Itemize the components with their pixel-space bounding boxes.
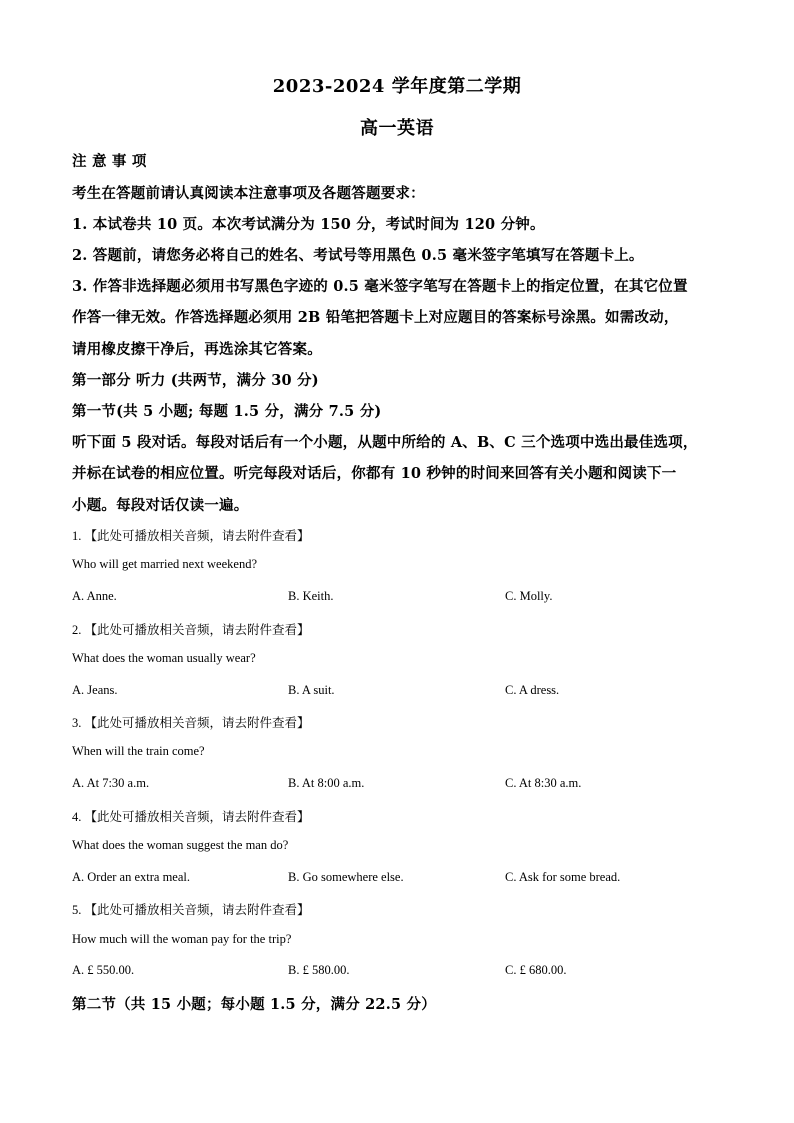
notice-intro: 考生在答题前请认真阅读本注意事项及各题答题要求： (72, 185, 425, 202)
exam-title: 2023-2024 学年度第二学期 (272, 76, 522, 97)
question-2-audio-link[interactable]: 2. 【此处可播放相关音频，请去附件查看】 (72, 623, 310, 637)
question-2-option-c: C. A dress. (505, 683, 560, 697)
question-2-text: What does the woman usually wear? (72, 651, 256, 665)
question-5-option-b: B. £ 580.00. (288, 963, 350, 977)
question-4-option-b: B. Go somewhere else. (288, 870, 404, 884)
question-4-text: What does the woman suggest the man do? (72, 838, 289, 852)
exam-subject: 高一英语 (360, 118, 434, 139)
question-1-text: Who will get married next weekend? (72, 557, 257, 571)
question-3-audio-link[interactable]: 3. 【此处可播放相关音频，请去附件查看】 (72, 716, 310, 730)
section2-heading: 第二节（共 15 小题；每小题 1.5 分，满分 22.5 分） (72, 996, 436, 1013)
notice-heading: 注 意 事 项 (72, 153, 147, 170)
question-1-audio-link[interactable]: 1. 【此处可播放相关音频，请去附件查看】 (72, 529, 310, 543)
notice-item-1: 1. 本试卷共 10 页。本次考试满分为 150 分，考试时间为 120 分钟。 (72, 216, 545, 233)
question-3-option-b: B. At 8:00 a.m. (288, 776, 365, 790)
question-2-option-b: B. A suit. (288, 683, 335, 697)
notice-item-3: 3. 作答非选择题必须用书写黑色字迹的 0.5 毫米签字笔写在答题卡上的指定位置，在其它位置 (72, 278, 688, 295)
instruction-line-1: 听下面 5 段对话。每段对话后有一个小题，从题中所给的 A、B、C 三个选项中选出最佳选项， (72, 434, 698, 451)
question-4-option-a: A. Order an extra meal. (72, 870, 190, 884)
question-1-option-a: A. Anne. (72, 589, 117, 603)
section1-heading: 第一节(共 5 小题; 每题 1.5 分，满分 7.5 分) (72, 403, 382, 420)
question-4-option-c: C. Ask for some bread. (505, 870, 621, 884)
notice-item-2: 2. 答题前，请您务必将自己的姓名、考试号等用黑色 0.5 毫米签字笔填写在答题卡上。 (72, 247, 644, 264)
notice-item-3-cont: 作答一律无效。作答选择题必须用 2B 铅笔把答题卡上对应题目的答案标号涂黑。如需改动， (72, 309, 679, 326)
question-5-text: How much will the woman pay for the trip? (72, 932, 292, 946)
notice-item-3-end: 请用橡皮擦干净后，再选涂其它答案。 (72, 341, 322, 358)
instruction-line-2: 并标在试卷的相应位置。听完每段对话后，你都有 10 秒钟的时间来回答有关小题和阅读下一 (72, 465, 677, 482)
question-2-option-a: A. Jeans. (72, 683, 118, 697)
instruction-line-3: 小题。每段对话仅读一遍。 (72, 497, 249, 514)
question-1-option-b: B. Keith. (288, 589, 334, 603)
question-3-option-c: C. At 8:30 a.m. (505, 776, 582, 790)
question-5-option-a: A. £ 550.00. (72, 963, 135, 977)
question-4-audio-link[interactable]: 4. 【此处可播放相关音频，请去附件查看】 (72, 810, 310, 824)
question-5-option-c: C. £ 680.00. (505, 963, 567, 977)
question-3-text: When will the train come? (72, 744, 205, 758)
question-1-option-c: C. Molly. (505, 589, 553, 603)
question-5-audio-link[interactable]: 5. 【此处可播放相关音频，请去附件查看】 (72, 903, 310, 917)
question-3-option-a: A. At 7:30 a.m. (72, 776, 150, 790)
part1-heading: 第一部分 听力 (共两节，满分 30 分) (72, 372, 319, 389)
